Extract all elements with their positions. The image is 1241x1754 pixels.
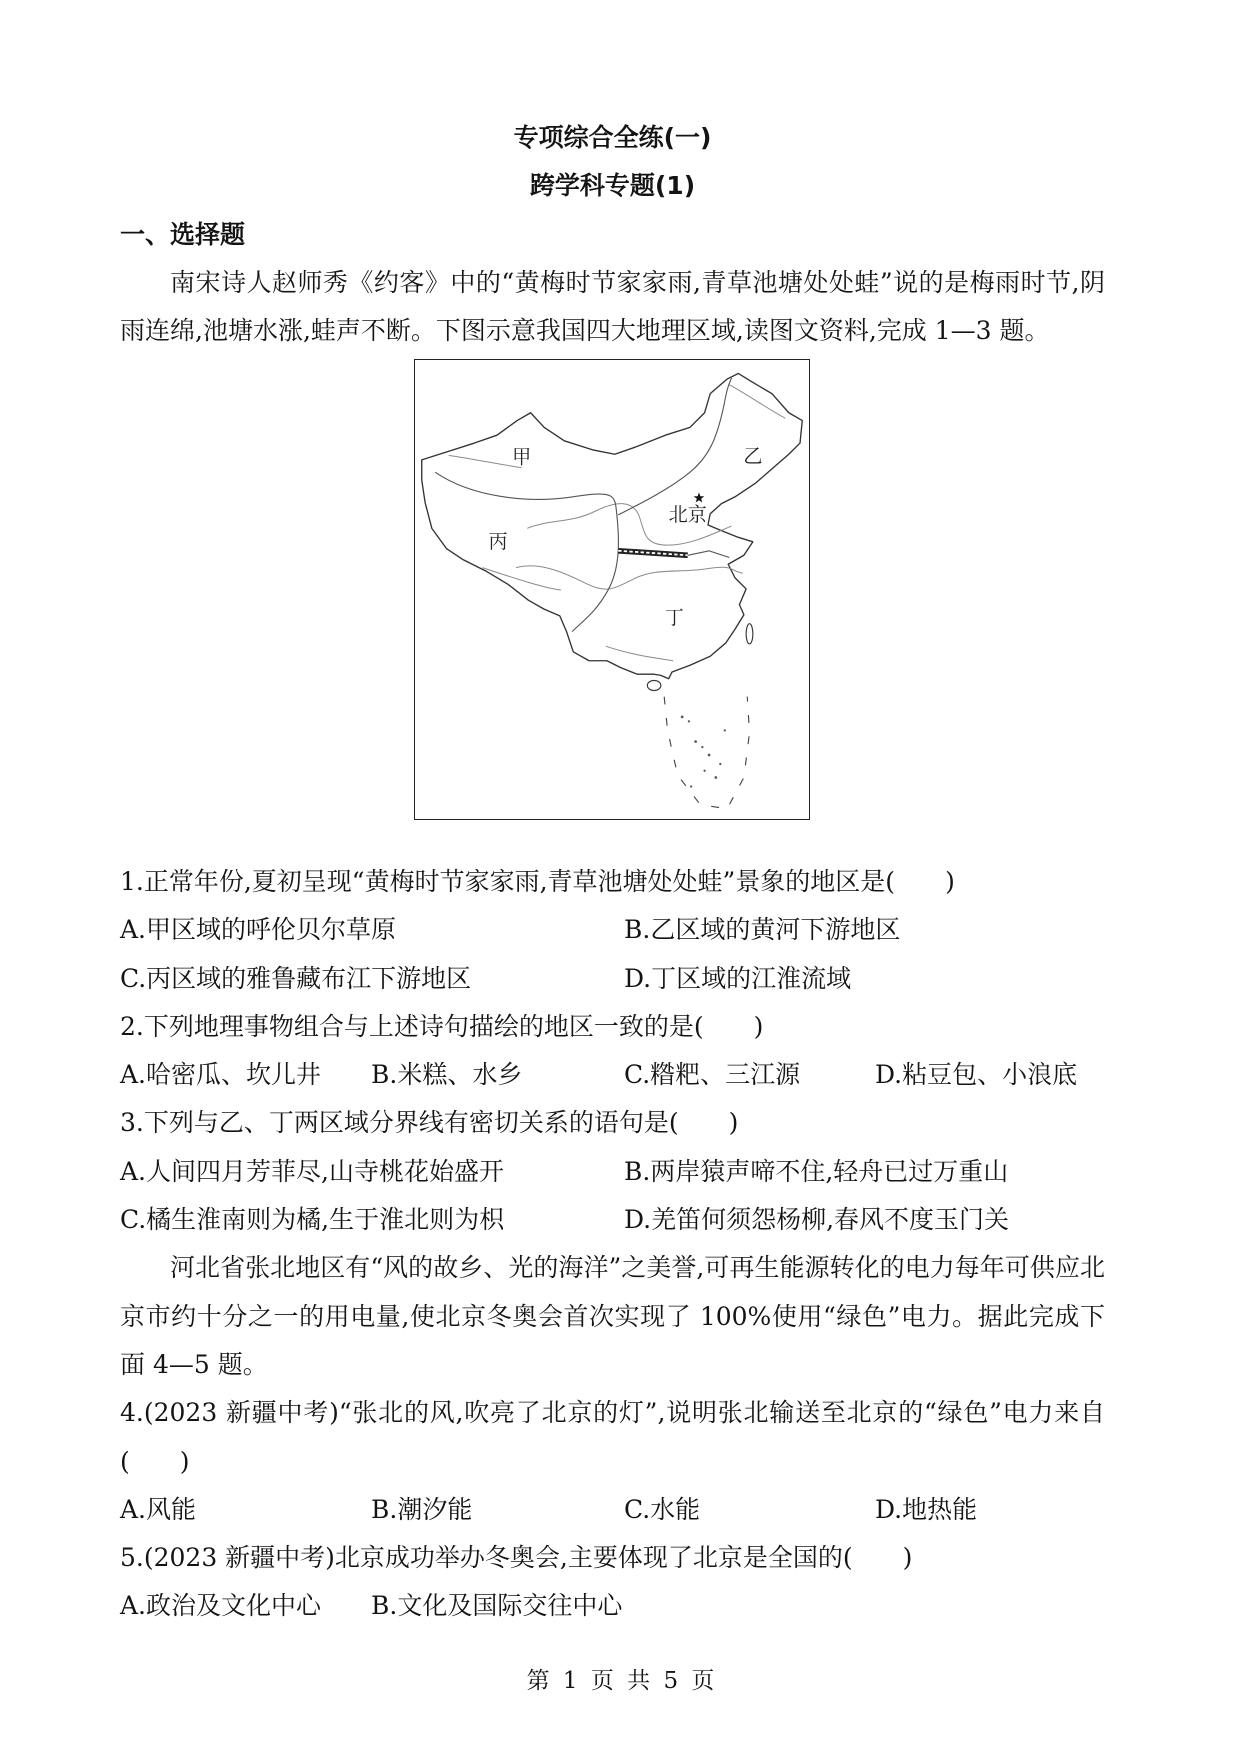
question-stem: 2.下列地理事物组合与上述诗句描绘的地区一致的是( ) bbox=[120, 1011, 764, 1041]
option-list bbox=[120, 1148, 1105, 1245]
question-1 bbox=[120, 858, 1105, 1003]
option-c: C.橘生淮南则为橘,生于淮北则为枳 bbox=[120, 1205, 505, 1235]
option-list bbox=[120, 1051, 1105, 1099]
city-label-beijing: 北京 bbox=[668, 504, 707, 527]
question-stem: 1.正常年份,夏初呈现“黄梅时节家家雨,青草池塘处处蛙”景象的地区是( ) bbox=[120, 866, 955, 896]
option-b: B.文化及国际交往中心 bbox=[371, 1591, 623, 1621]
region-label-bing: 丙 bbox=[488, 531, 508, 554]
china-regions-map bbox=[414, 359, 810, 820]
option-list bbox=[120, 1486, 1105, 1534]
option-b: B.米糕、水乡 bbox=[371, 1060, 523, 1090]
option-d: D.地热能 bbox=[875, 1494, 978, 1524]
south-sea-islands bbox=[681, 716, 726, 788]
question-stem: 3.下列与乙、丁两区域分界线有密切关系的语句是( ) bbox=[120, 1108, 739, 1138]
hainan-island bbox=[647, 681, 660, 691]
pearl-river bbox=[606, 647, 673, 662]
option-list bbox=[120, 1582, 1105, 1630]
taiwan-island bbox=[746, 624, 753, 644]
boundary-northwest-north bbox=[618, 378, 731, 515]
option-c: C.糌粑、三江源 bbox=[624, 1060, 801, 1090]
option-a: A.政治及文化中心 bbox=[120, 1591, 322, 1621]
option-d: D.丁区域的江淮流域 bbox=[624, 963, 852, 993]
option-a: A.风能 bbox=[120, 1494, 197, 1524]
passage-zhangbei: 河北省张北地区有“风的故乡、光的海洋”之美誉,可再生能源转化的电力每年可供应北京市约十分之一的用电量,使北京冬奥会首次实现了 100%使用“绿色”电力。据此完成下面 4—5 题。 bbox=[120, 1253, 1105, 1379]
page-content bbox=[120, 114, 1105, 1631]
page-subtitle: 跨学科专题(1) bbox=[529, 171, 696, 201]
passage-intro: 南宋诗人赵师秀《约客》中的“黄梅时节家家雨,青草池塘处处蛙”说的是梅雨时节,阴雨连绵,池塘水涨,蛙声不断。下图示意我国四大地理区域,读图文资料,完成 1—3 题。 bbox=[120, 267, 1105, 346]
question-4 bbox=[120, 1389, 1105, 1534]
question-stem: 5.(2023 新疆中考)北京成功举办冬奥会,主要体现了北京是全国的( ) bbox=[120, 1543, 913, 1573]
region-label-yi: 乙 bbox=[743, 445, 763, 468]
huaihe-continuation bbox=[688, 551, 730, 558]
option-list bbox=[120, 906, 1105, 1003]
south-sea-dashed-line bbox=[664, 697, 749, 809]
region-label-jia: 甲 bbox=[512, 447, 532, 470]
option-a: A.哈密瓜、坎儿井 bbox=[120, 1060, 322, 1090]
option-a: A.人间四月芳菲尽,山寺桃花始盛开 bbox=[120, 1156, 504, 1186]
option-b: B.两岸猿声啼不住,轻舟已过万重山 bbox=[624, 1156, 1009, 1186]
question-stem: 4.(2023 新疆中考)“张北的风,吹亮了北京的灯”,说明张北输送至北京的“绿色”电力来自( ) bbox=[120, 1398, 1105, 1476]
question-5 bbox=[120, 1534, 1105, 1631]
section-heading: 一、选择题 bbox=[120, 219, 246, 249]
region-label-ding: 丁 bbox=[664, 607, 684, 630]
option-c: C.丙区域的雅鲁藏布江下游地区 bbox=[120, 963, 472, 993]
beijing-star-icon bbox=[694, 493, 705, 503]
question-2 bbox=[120, 1003, 1105, 1100]
map-svg bbox=[415, 360, 809, 819]
question-3 bbox=[120, 1099, 1105, 1244]
option-b: B.潮汐能 bbox=[371, 1494, 473, 1524]
river-tibet bbox=[482, 568, 561, 590]
river-northwest bbox=[449, 456, 522, 468]
page-title: 专项综合全练(一) bbox=[513, 123, 712, 152]
page-footer: 第 1 页 共 5 页 bbox=[526, 1668, 715, 1694]
option-b: B.乙区域的黄河下游地区 bbox=[624, 915, 901, 945]
china-outline bbox=[422, 374, 803, 679]
yangtze-river bbox=[516, 566, 743, 589]
option-d: D.粘豆包、小浪底 bbox=[875, 1060, 1078, 1090]
boundary-plateau bbox=[435, 473, 618, 632]
option-a: A.甲区域的呼伦贝尔草原 bbox=[120, 915, 397, 945]
river-northeast bbox=[729, 385, 785, 419]
option-d: D.羌笛何须怨杨柳,春风不度玉门关 bbox=[624, 1205, 1010, 1235]
option-c: C.水能 bbox=[624, 1494, 701, 1524]
